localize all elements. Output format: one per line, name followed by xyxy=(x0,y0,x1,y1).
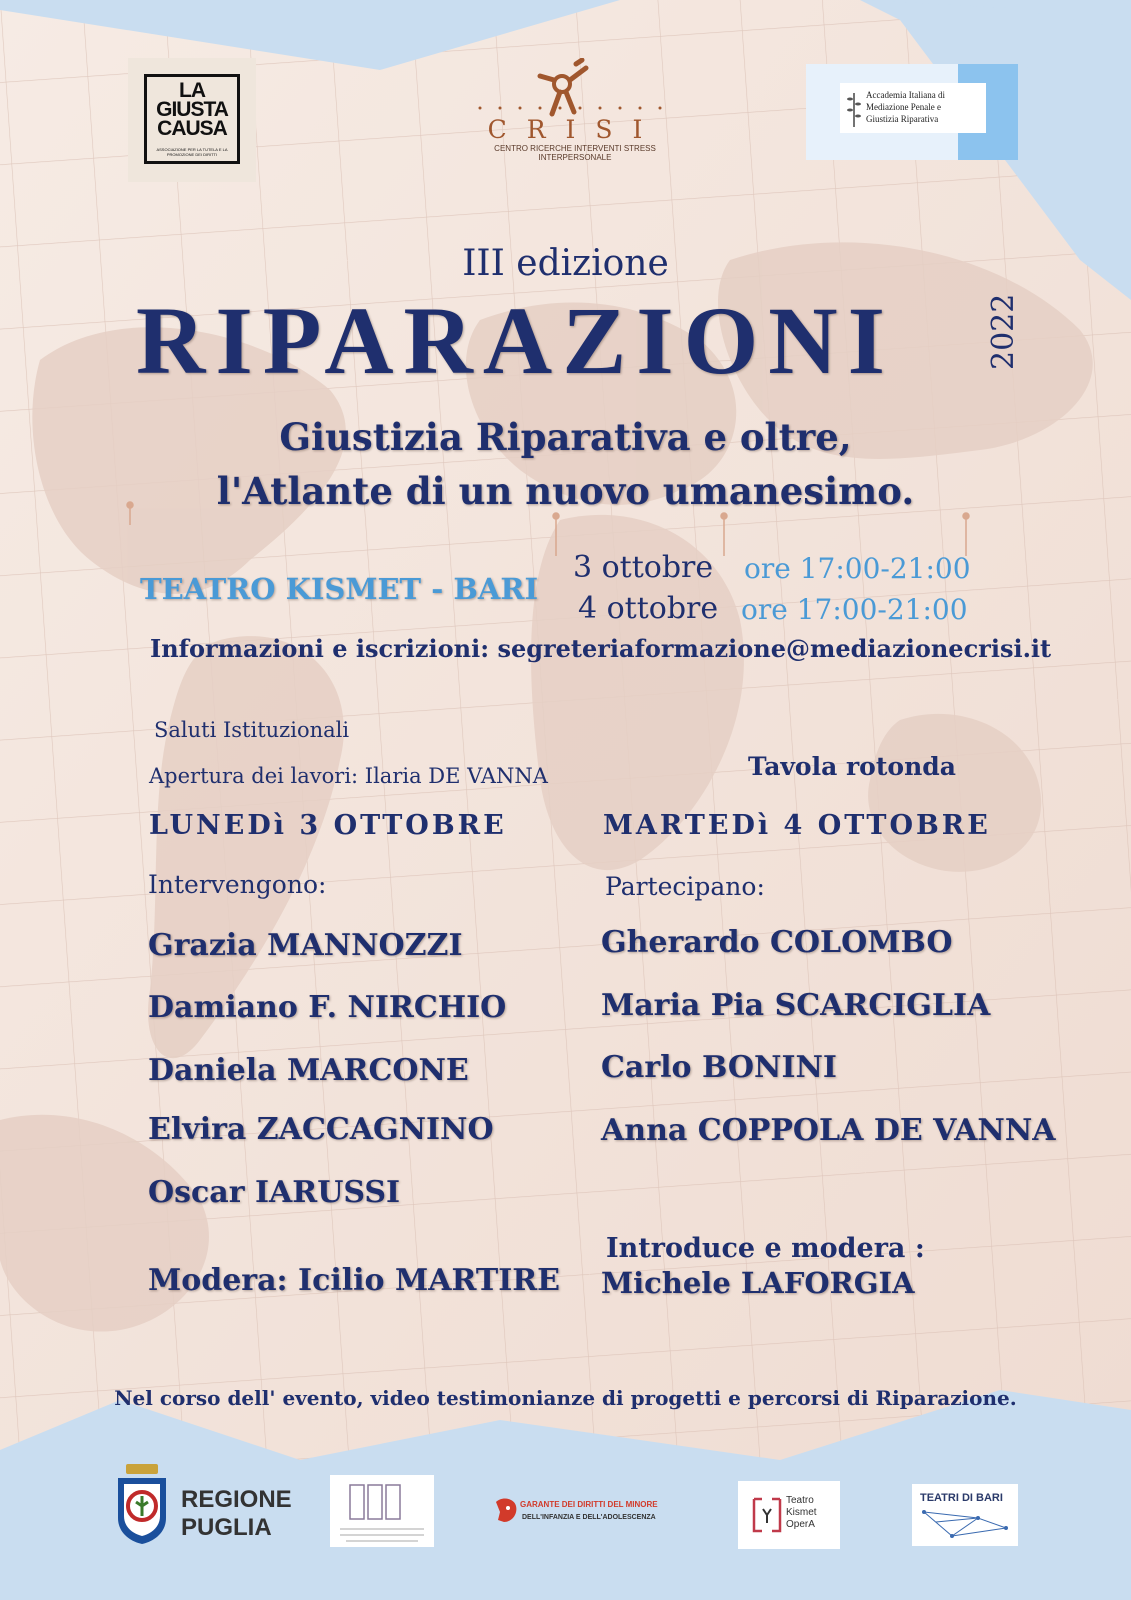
venue: TEATRO KISMET - BARI xyxy=(140,572,539,606)
day1-role: Intervengono: xyxy=(148,870,327,899)
main-title: RIPARAZIONI xyxy=(136,287,895,394)
day2-label: MARTEDì 4 OTTOBRE xyxy=(603,810,991,841)
garante-minore-line2: DELL'INFANZIA E DELL'ADOLESCENZA xyxy=(522,1514,656,1521)
kismet-line2: Kismet xyxy=(786,1507,817,1518)
apertura-lavori: Apertura dei lavori: Ilaria DE VANNA xyxy=(149,764,548,788)
regione-puglia-text xyxy=(181,1486,292,1542)
day1-speaker-1: Grazia MANNOZZI xyxy=(148,928,463,963)
accademia-line2: Mediazione Penale e xyxy=(866,102,941,112)
edition-label: III edizione xyxy=(462,243,669,284)
accademia-logo xyxy=(806,64,1018,160)
tavola-rotonda: Tavola rotonda xyxy=(748,752,956,781)
garante-minore-line1: GARANTE DEI DIRITTI DEL MINORE xyxy=(520,1500,658,1509)
day2-speaker-1: Gherardo COLOMBO xyxy=(601,925,953,960)
day2-speaker-3: Carlo BONINI xyxy=(601,1050,837,1085)
teatro-kismet-logo xyxy=(738,1481,840,1549)
garante-minore-face-icon xyxy=(492,1496,520,1524)
garante-detenuti-icon xyxy=(330,1475,434,1547)
kismet-line1: Teatro xyxy=(786,1495,814,1506)
lgc-small-text: ASSOCIAZIONE PER LA TUTELA E LA PROMOZIONE DEI DIRITTI xyxy=(156,147,228,157)
lgc-line1: LA xyxy=(179,79,205,102)
teatri-di-bari-text: TEATRI DI BARI xyxy=(920,1492,1003,1504)
day1-label: LUNEDì 3 OTTOBRE xyxy=(149,810,507,841)
date-1: 3 ottobre xyxy=(573,550,714,585)
day1-speaker-3: Daniela MARCONE xyxy=(148,1053,469,1088)
day1-speaker-2: Damiano F. NIRCHIO xyxy=(148,990,507,1025)
accademia-line3: Giustizia Riparativa xyxy=(866,114,939,124)
regione-line1: REGIONE xyxy=(181,1486,292,1513)
day2-speaker-4: Anna COPPOLA DE VANNA xyxy=(601,1113,1056,1148)
subtitle-line1: Giustizia Riparativa e oltre, xyxy=(279,415,852,459)
teatri-di-bari-network-icon xyxy=(922,1508,1008,1540)
subtitle-line2: l'Atlante di un nuovo umanesimo. xyxy=(216,469,915,513)
crisi-logo-word: CRISI xyxy=(487,115,663,144)
date-2: 4 ottobre xyxy=(578,591,719,626)
lgc-line3: CAUSA xyxy=(157,117,227,140)
footer-note: Nel corso dell' evento, video testimonianze di progetti e percorsi di Riparazione. xyxy=(114,1386,1017,1410)
day1-moderator: Modera: Icilio MARTIRE xyxy=(148,1263,561,1298)
time-1: ore 17:00-21:00 xyxy=(744,552,971,585)
year-label: 2022 xyxy=(986,293,1021,370)
kismet-mark-icon xyxy=(752,1497,782,1533)
accademia-card xyxy=(840,83,986,133)
day2-moderator-label: Introduce e modera : xyxy=(606,1233,925,1264)
olive-branch-icon xyxy=(846,91,862,127)
regione-line2: PUGLIA xyxy=(181,1514,272,1541)
la-giusta-causa-logo xyxy=(128,58,256,182)
saluti-istituzionali: Saluti Istituzionali xyxy=(154,718,350,742)
lgc-line2: GIUSTA xyxy=(156,98,228,121)
garante-detenuti-logo xyxy=(330,1475,434,1547)
day1-speaker-4: Elvira ZACCAGNINO xyxy=(148,1112,494,1147)
crisi-logo-subtitle: CENTRO RICERCHE INTERVENTI STRESS INTERPERSONALE xyxy=(494,144,656,162)
day2-speaker-2: Maria Pia SCARCIGLIA xyxy=(601,988,991,1023)
kismet-line3: OperA xyxy=(786,1519,815,1530)
time-2: ore 17:00-21:00 xyxy=(741,593,968,626)
regione-puglia-crest-icon xyxy=(114,1462,170,1546)
subtitle xyxy=(0,410,1131,518)
crisi-dots xyxy=(476,106,676,110)
day2-moderator: Michele LAFORGIA xyxy=(601,1266,915,1300)
day2-role: Partecipano: xyxy=(605,872,765,901)
day1-speaker-5: Oscar IARUSSI xyxy=(148,1175,401,1210)
accademia-line1: Accademia Italiana di xyxy=(866,90,945,100)
teatri-di-bari-logo xyxy=(912,1484,1018,1546)
info-contact: Informazioni e iscrizioni: segreteriaformazione@mediazionecrisi.it xyxy=(150,634,1052,663)
